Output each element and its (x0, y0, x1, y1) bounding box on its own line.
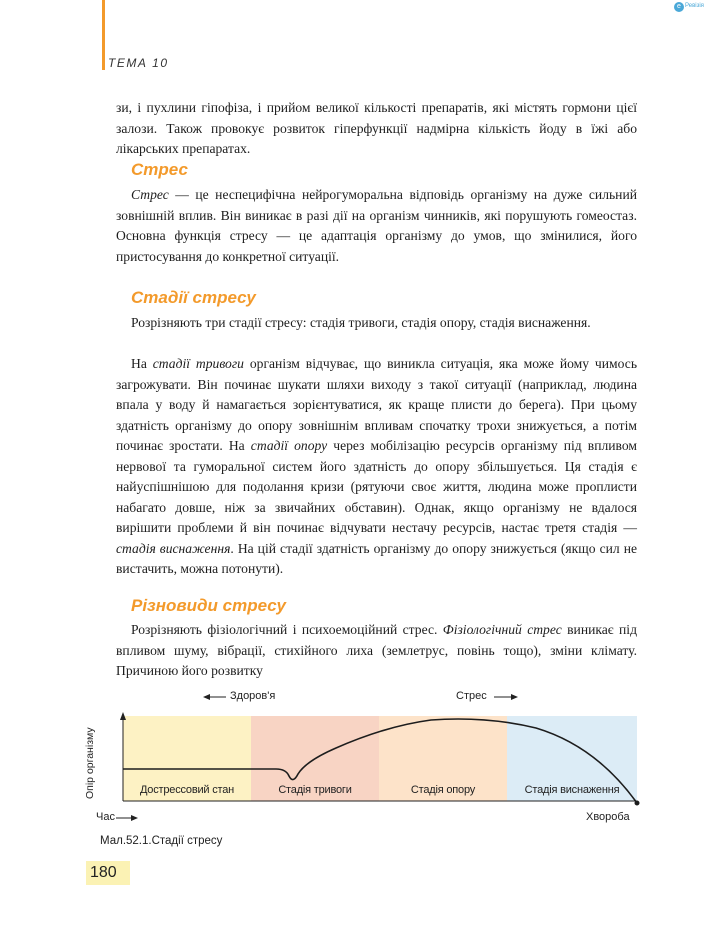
stages-text-4: . На цій стадії здатність організму до опору знижується (якщо сил не вистачить, можна потонути). (116, 540, 637, 576)
heading-stress: Стрес (131, 160, 188, 179)
stress-stages-diagram (86, 686, 646, 826)
zone-label-resistance: Стадія опору (410, 784, 476, 796)
diagram-lines (86, 686, 646, 826)
arrow-stress-label: Стрес (456, 690, 487, 702)
zone-label-prestress: Дострессовий стан (139, 784, 235, 796)
term-resistance-stage: стадії опору (250, 438, 328, 453)
term-stress: Стрес (131, 187, 169, 202)
edition-icon: e (674, 2, 684, 12)
intro-paragraph: зи, і пухлини гіпофіза, і прийом великої кількості препаратів, які містять гормони цієї залози. Також провокує розвиток гіперфункції надмірна кількість йоду в їжі або лікарських препаратах. (116, 100, 637, 156)
zone-label-alarm: Стадія тривоги (278, 784, 352, 796)
heading-types: Різновиди стресу (131, 596, 286, 615)
term-physiological-stress: Фізіологічний стрес (442, 622, 562, 637)
figure-caption: Мал.52.1.Стадії стресу (100, 835, 223, 847)
x-axis-time-label: Час (96, 811, 115, 823)
curve-end-dot (635, 801, 640, 806)
stress-definition-text: — це неспецифічна нейрогуморальна відповідь організму на дуже сильний зовнішній вплив. Він виникає в разі дії на організм чинників, які порушують гомеостаз. Основна функція стресу — це адаптація організму до умов, що змінилися, його пристосування до конкретної ситуації. (116, 187, 637, 264)
theme-accent-bar (102, 0, 105, 70)
arrow-health-label: Здоров'я (230, 690, 276, 702)
term-alarm-stage: стадії тривоги (152, 356, 244, 371)
term-exhaustion-stage: стадія виснаження (116, 540, 231, 556)
types-text-1: Розрізняють фізіологічний і психоемоційний стрес. (131, 622, 443, 637)
stages-intro: Розрізняють три стадії стресу: стадія тривоги, стадія опору, стадія виснаження. (131, 315, 591, 330)
page-number: 180 (86, 861, 130, 885)
zone-label-exhaustion: Стадія виснаження (524, 784, 620, 796)
stages-text-3: через мобілізацію ресурсів організму під впливом нервової та гуморальної систем його здатність до опору збільшується. Ця стадія є найуспішнішою для подолання кризи (рятуючи своє життя, людина може проплисти набагато довше, ніж за звичайних обставин). Однак, якщо організму не вдалося вирішити проблеми й він починає відчувати нестачу ресурсів, настає третя стадія — (116, 438, 637, 535)
y-axis-label: Опір організму (84, 727, 96, 799)
stress-definition (116, 185, 637, 267)
types-paragraph (116, 620, 637, 682)
heading-stages: Стадії стресу (131, 288, 256, 307)
types-text-2: виникає під впливом шуму, вібрації, стихійного лиха (землетрус, повінь тощо), зміни клімату. Причиною його розвитку (116, 622, 637, 678)
edition-label: Ревізія (685, 3, 704, 9)
stages-text-2: організм відчуває, що виникла ситуація, яка може йому чимось загрожувати. Він починає шукати шляхи виходу з такої ситуації (наприклад, людина впала у воду й намагається зорієнтуватися, як краще плисти до берега). При цьому здатність організму до опору зовнішнім впливам спочатку трохи знижується, а потім починає зростати. На (116, 356, 638, 453)
x-axis-disease-label: Хвороба (586, 811, 630, 823)
stages-paragraph (116, 354, 637, 580)
stages-text-1: На (131, 356, 153, 371)
theme-label: ТЕМА 10 (108, 56, 169, 70)
